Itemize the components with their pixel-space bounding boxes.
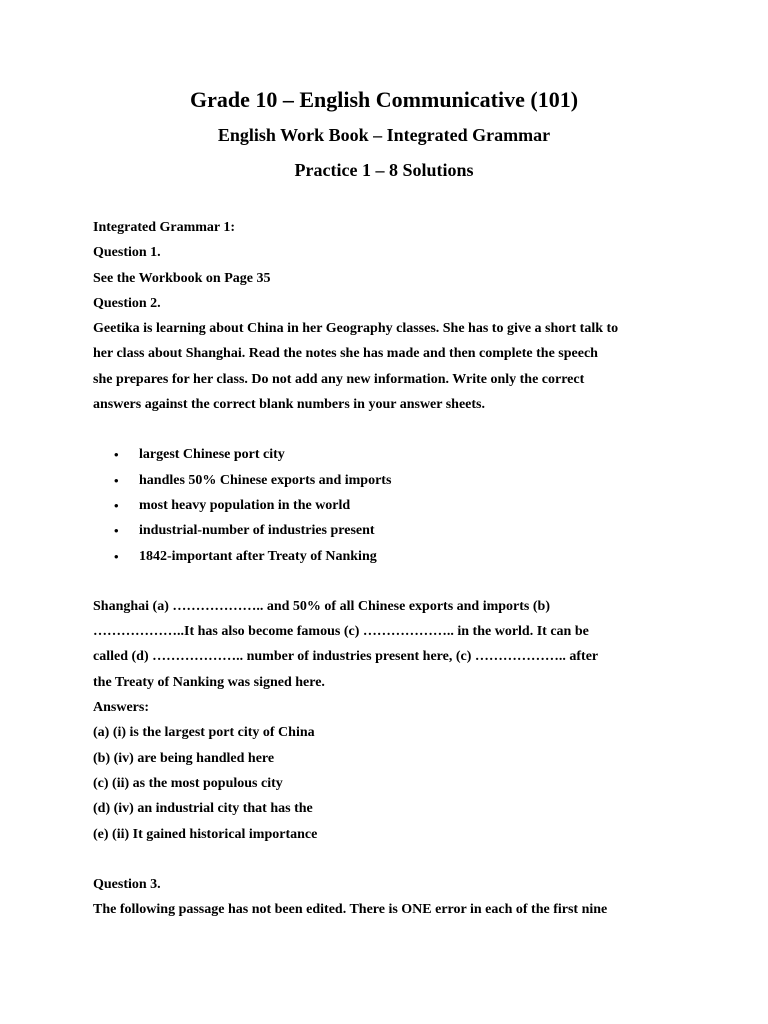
spacer xyxy=(93,417,693,442)
answer-item: (c) (ii) as the most populous city xyxy=(93,775,283,791)
list-item xyxy=(93,468,693,493)
note-text: handles 50% Chinese exports and imports xyxy=(139,472,392,488)
passage-line: ………………..It has also become famous (c) ……………….. in the world. It can be xyxy=(93,624,589,640)
passage-line: Shanghai (a) ……………….. and 50% of all Chinese exports and imports (b) xyxy=(93,598,550,614)
question-2-text-line: Geetika is learning about China in her Geography classes. She has to give a short talk to xyxy=(93,321,619,337)
document-title: Grade 10 – English Communicative (101) xyxy=(189,87,579,112)
question-1-label: Question 1. xyxy=(93,245,161,261)
list-item xyxy=(93,493,693,518)
note-text: largest Chinese port city xyxy=(139,447,285,463)
question-1-text: See the Workbook on Page 35 xyxy=(93,270,271,286)
list-item xyxy=(93,442,693,467)
question-2-text-line: her class about Shanghai. Read the notes she has made and then complete the speech xyxy=(93,346,598,362)
passage-line: called (d) ……………….. number of industries present here, (c) ……………….. after xyxy=(93,649,599,665)
question-2-text-line: she prepares for her class. Do not add any new information. Write only the correct xyxy=(93,371,585,387)
answer-item: (e) (ii) It gained historical importance xyxy=(93,826,318,842)
answers-label: Answers: xyxy=(93,700,149,716)
answer-item: (d) (iv) an industrial city that has the xyxy=(93,801,313,817)
note-text: industrial-number of industries present xyxy=(139,523,375,539)
document-body xyxy=(93,215,693,922)
question-3-text: The following passage has not been edited. There is ONE error in each of the first nine xyxy=(93,902,608,918)
answer-item: (a) (i) is the largest port city of China xyxy=(93,725,315,741)
spacer xyxy=(93,847,693,872)
notes-list xyxy=(93,442,693,568)
document-subtitle: English Work Book – Integrated Grammar xyxy=(217,125,551,145)
bullet-icon: • xyxy=(114,447,119,463)
bullet-icon: • xyxy=(114,497,119,513)
bullet-icon: • xyxy=(114,472,119,488)
list-item xyxy=(93,518,693,543)
practice-heading: Practice 1 – 8 Solutions xyxy=(294,160,474,180)
spacer xyxy=(93,569,693,594)
note-text: most heavy population in the world xyxy=(139,497,351,513)
list-item xyxy=(93,544,693,569)
bullet-icon: • xyxy=(114,548,119,564)
section-heading: Integrated Grammar 1: xyxy=(93,220,236,235)
bullet-icon: • xyxy=(114,523,119,539)
note-text: 1842-important after Treaty of Nanking xyxy=(139,548,377,564)
passage-line: the Treaty of Nanking was signed here. xyxy=(93,674,325,690)
question-3-label: Question 3. xyxy=(93,876,161,892)
answer-item: (b) (iv) are being handled here xyxy=(93,750,275,766)
question-2-label: Question 2. xyxy=(93,295,161,311)
question-2-text-line: answers against the correct blank numbers in your answer sheets. xyxy=(93,397,486,413)
